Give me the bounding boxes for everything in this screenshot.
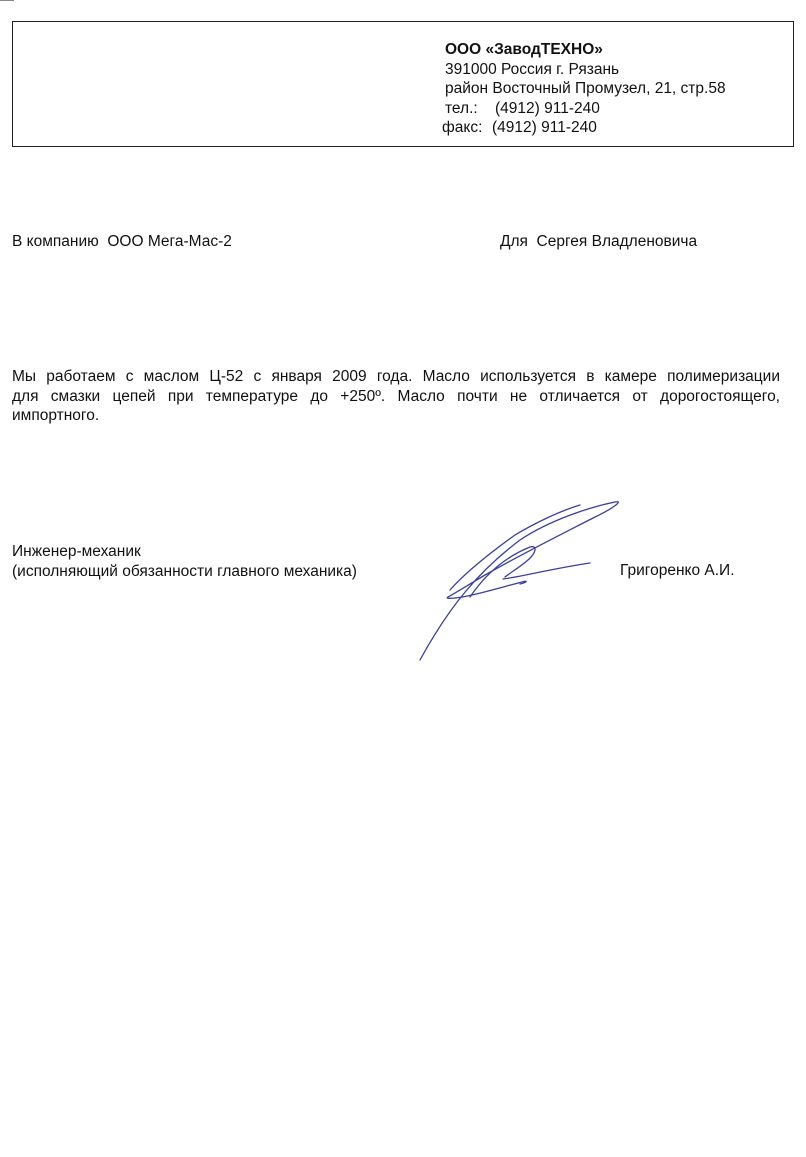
page-corner-mark: [0, 0, 14, 1]
fax-value: (4912) 911-240: [492, 119, 597, 136]
phone-label: тел.:: [445, 99, 478, 117]
body-line-2: для смазки цепей при температуре до +250º. Масло почти не отличается от дорогостоящего,: [12, 387, 780, 405]
letterhead: [442, 40, 726, 138]
position-title: Инженер-механик: [12, 543, 141, 560]
company-name: ООО «ЗаводТЕХНО»: [445, 41, 603, 58]
handwritten-signature: [410, 495, 630, 670]
phone-row: [445, 99, 726, 119]
signer-position: [12, 542, 357, 582]
address-line-2: район Восточный Промузел, 21, стр.58: [445, 80, 726, 97]
body-line-3: импортного.: [12, 407, 100, 424]
body-line-1: Мы работаем с маслом Ц-52 с января 2009 года. Масло используется в камере полимеризации: [12, 368, 780, 385]
fax-row: [442, 118, 726, 138]
signer-name: Григоренко А.И.: [620, 562, 735, 579]
phone-value: (4912) 911-240: [495, 99, 600, 117]
addressee-company: В компанию ООО Мега-Мас-2: [12, 233, 232, 250]
position-note: (исполняющий обязанности главного механика): [12, 563, 357, 580]
address-line-1: 391000 Россия г. Рязань: [445, 60, 620, 78]
recipient-person: Для Сергея Владленовича: [500, 233, 698, 250]
letter-body: [12, 367, 780, 426]
fax-label: факс:: [442, 119, 483, 136]
